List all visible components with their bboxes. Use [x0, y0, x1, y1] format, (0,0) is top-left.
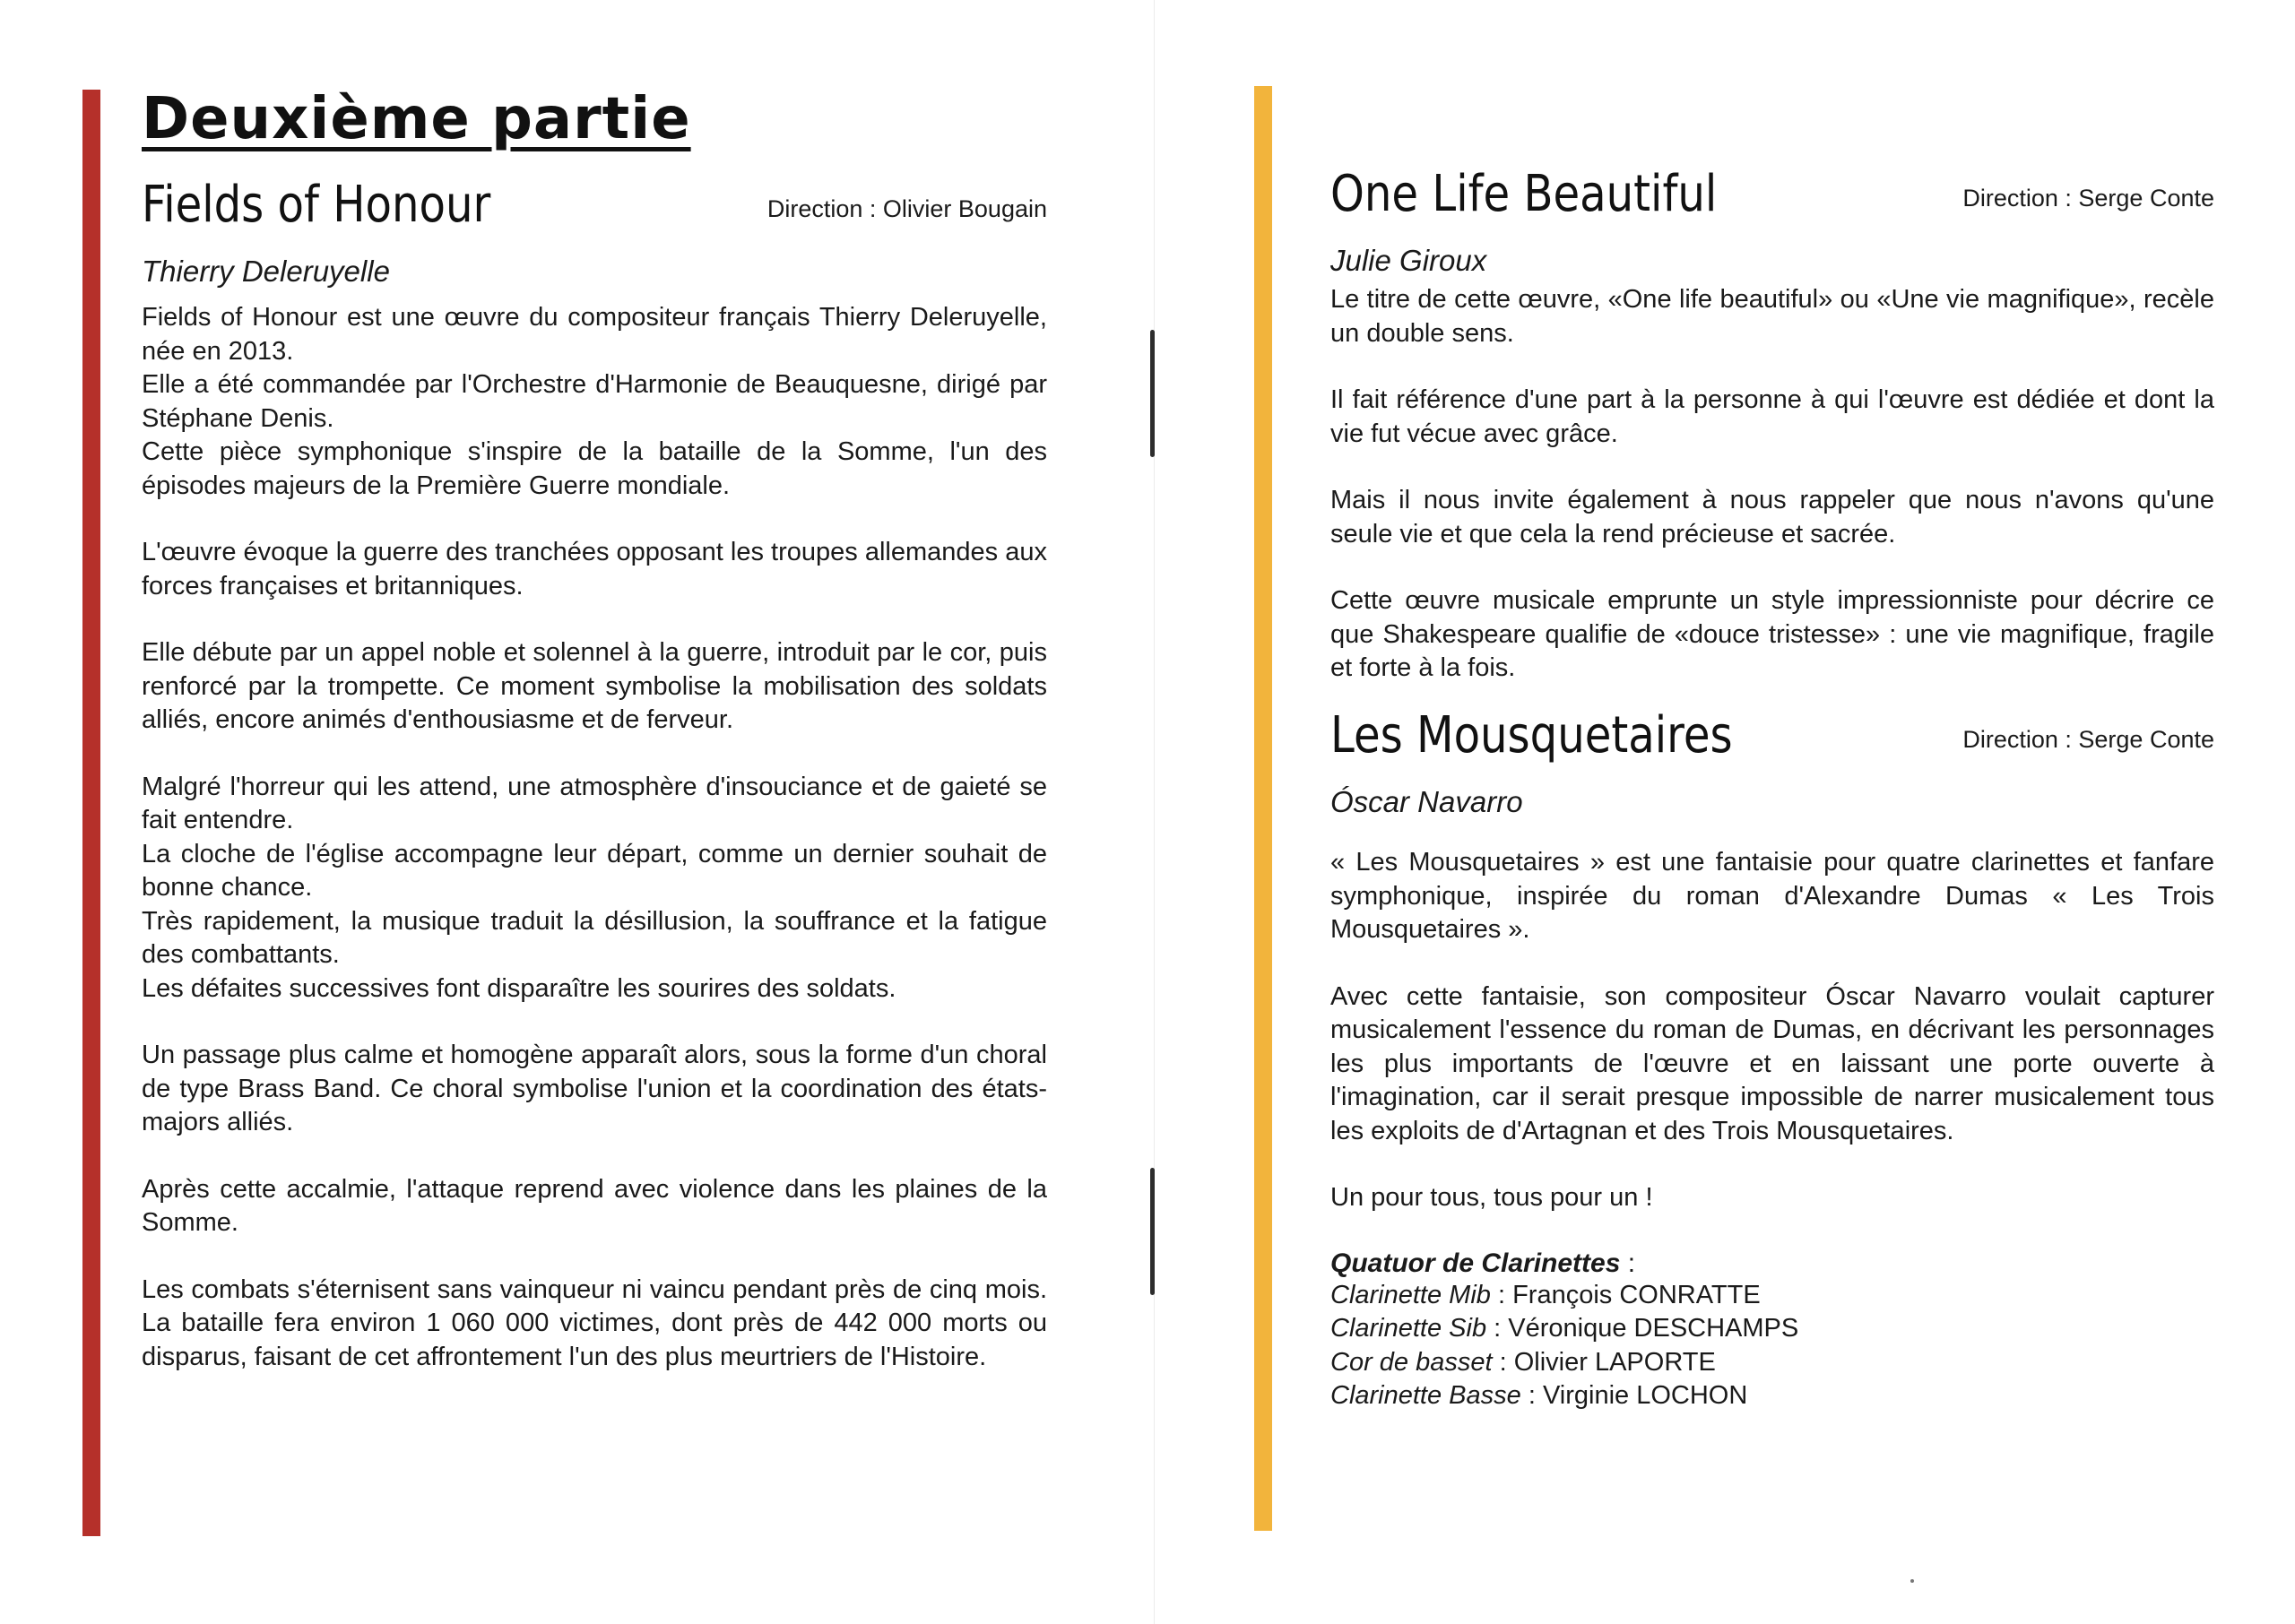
paragraph-line: Un pour tous, tous pour un !	[1330, 1183, 1653, 1212]
piece-composer: Thierry Deleruyelle	[142, 255, 390, 288]
member-separator: :	[1490, 1280, 1513, 1309]
member-role: Clarinette Mib	[1330, 1280, 1491, 1309]
piece-les-mousquetaires	[1330, 706, 2214, 1413]
piece-header	[1330, 706, 2214, 769]
paragraph	[1330, 384, 2214, 451]
paragraph	[142, 1039, 1047, 1140]
ensemble-member	[1330, 1379, 2214, 1413]
member-name: Véronique DESCHAMPS	[1508, 1314, 1799, 1343]
paragraph-line: Cette œuvre musicale emprunte un style impressionniste pour décrire ce que Shakespeare qualifie de «douce tristesse» : une vie magnifique, fragile et forte à la fois.	[1330, 586, 2214, 682]
member-role: Cor de basset	[1330, 1347, 1493, 1377]
paragraph-line: Elle a été commandée par l'Orchestre d'Harmonie de Beauquesne, dirigé par Stéphane Denis.	[142, 370, 1047, 433]
paragraph-line: L'œuvre évoque la guerre des tranchées opposant les troupes allemandes aux forces françaises et britanniques.	[142, 538, 1047, 600]
speck	[1910, 1579, 1914, 1583]
paragraph	[1330, 980, 2214, 1149]
member-role: Clarinette Sib	[1330, 1314, 1487, 1343]
paragraph	[142, 1173, 1047, 1240]
member-separator: :	[1520, 1381, 1543, 1410]
paragraph-line: Le titre de cette œuvre, «One life beautiful» ou «Une vie magnifique», recèle un double sens.	[1330, 285, 2214, 348]
piece-header	[1330, 165, 2214, 228]
paragraph	[1330, 1181, 2214, 1215]
paragraph	[142, 636, 1047, 738]
piece-direction: Direction : Serge Conte	[1962, 726, 2214, 753]
ensemble-heading	[1330, 1248, 2214, 1279]
paragraph-line: « Les Mousquetaires » est une fantaisie pour quatre clarinettes et fanfare symphonique, inspirée du roman d'Alexandre Dumas « Les Trois Mousquetaires ».	[1330, 848, 2214, 944]
member-separator: :	[1486, 1314, 1509, 1343]
paragraph-line: Un passage plus calme et homogène apparaît alors, sous la forme d'un choral de type Brass Band. Ce choral symbolise l'union et la coordination des états-majors alliés.	[142, 1041, 1047, 1136]
paragraph	[142, 771, 1047, 1006]
member-name: Virginie LOCHON	[1542, 1381, 1748, 1410]
part-title: Deuxième partie	[142, 86, 691, 152]
member-name: Olivier LAPORTE	[1513, 1347, 1716, 1377]
paragraph-line: Cette pièce symphonique s'inspire de la bataille de la Somme, l'un des épisodes majeurs de la Première Guerre mondiale.	[142, 437, 1047, 500]
paragraph	[1330, 484, 2214, 551]
piece-title: One Life Beautiful	[1330, 165, 1718, 223]
piece-direction: Direction : Olivier Bougain	[766, 195, 1047, 222]
staple-bottom	[1150, 1168, 1155, 1295]
piece-title: Fields of Honour	[142, 176, 491, 234]
piece-composer: Julie Giroux	[1330, 244, 1487, 277]
member-name: François CONRATTE	[1512, 1280, 1761, 1309]
member-role: Clarinette Basse	[1330, 1381, 1521, 1410]
paragraph-line: Très rapidement, la musique traduit la désillusion, la souffrance et la fatigue des combattants.	[142, 906, 1047, 969]
paragraph-line: La cloche de l'église accompagne leur départ, comme un dernier souhait de bonne chance.	[142, 839, 1047, 902]
paragraph	[1330, 584, 2214, 686]
ensemble	[1330, 1248, 2214, 1413]
paragraph-line: Elle débute par un appel noble et solennel à la guerre, introduit par le cor, puis renforcé par la trompette. Ce moment symbolise la mobilisation des soldats alliés, encore animés d'enthousiasme et de ferveur.	[142, 638, 1047, 734]
ensemble-heading-text: Quatuor de Clarinettes	[1330, 1248, 1621, 1278]
piece-one-life-beautiful	[1330, 165, 2214, 719]
page-fold	[1154, 0, 1155, 1624]
orange-margin-bar	[1254, 86, 1272, 1531]
red-margin-bar	[82, 90, 100, 1536]
staple-top	[1150, 330, 1155, 457]
piece-header	[142, 176, 1047, 238]
paragraph-line: Fields of Honour est une œuvre du compositeur français Thierry Deleruyelle, née en 2013.	[142, 303, 1047, 366]
ensemble-member	[1330, 1346, 2214, 1380]
ensemble-member	[1330, 1312, 2214, 1346]
piece-composer: Óscar Navarro	[1330, 785, 1523, 818]
paragraph	[1330, 846, 2214, 947]
member-separator: :	[1492, 1347, 1514, 1377]
paragraph	[1330, 283, 2214, 350]
paragraph-line: Malgré l'horreur qui les attend, une atmosphère d'insouciance et de gaieté se fait entendre.	[142, 772, 1047, 834]
ensemble-member	[1330, 1279, 2214, 1313]
piece-fields-of-honour	[142, 176, 1047, 1407]
paragraph-line: Les défaites successives font disparaître les sourires des soldats.	[142, 973, 896, 1003]
paragraph-line: Avec cette fantaisie, son compositeur Óscar Navarro voulait capturer musicalement l'essence du roman de Dumas, en décrivant les personnages les plus importants de l'œuvre et en laissant une porte ouverte à l'imagination, car il serait presque impossible de narrer musicalement tous les exploits de d'Artagnan et des Trois Mousquetaires.	[1330, 981, 2214, 1145]
paragraph-line: Mais il nous invite également à nous rappeler que nous n'avons qu'une seule vie et que cela la rend précieuse et sacrée.	[1330, 486, 2214, 549]
paragraph-line: Il fait référence d'une part à la personne à qui l'œuvre est dédiée et dont la vie fut vécue avec grâce.	[1330, 385, 2214, 448]
piece-title: Les Mousquetaires	[1330, 706, 1733, 764]
piece-direction: Direction : Serge Conte	[1962, 185, 2214, 212]
paragraph-line: Les combats s'éternisent sans vainqueur ni vaincu pendant près de cinq mois. La bataille fera environ 1 060 000 victimes, dont près de 442 000 morts ou disparus, faisant de cet affrontement l'un des plus meurtriers de l'Histoire.	[142, 1274, 1047, 1371]
paragraph-line: Après cette accalmie, l'attaque reprend avec violence dans les plaines de la Somme.	[142, 1174, 1047, 1237]
ensemble-heading-colon: :	[1620, 1248, 1636, 1278]
paragraph	[142, 1274, 1047, 1375]
paragraph	[142, 536, 1047, 603]
paragraph	[142, 301, 1047, 503]
